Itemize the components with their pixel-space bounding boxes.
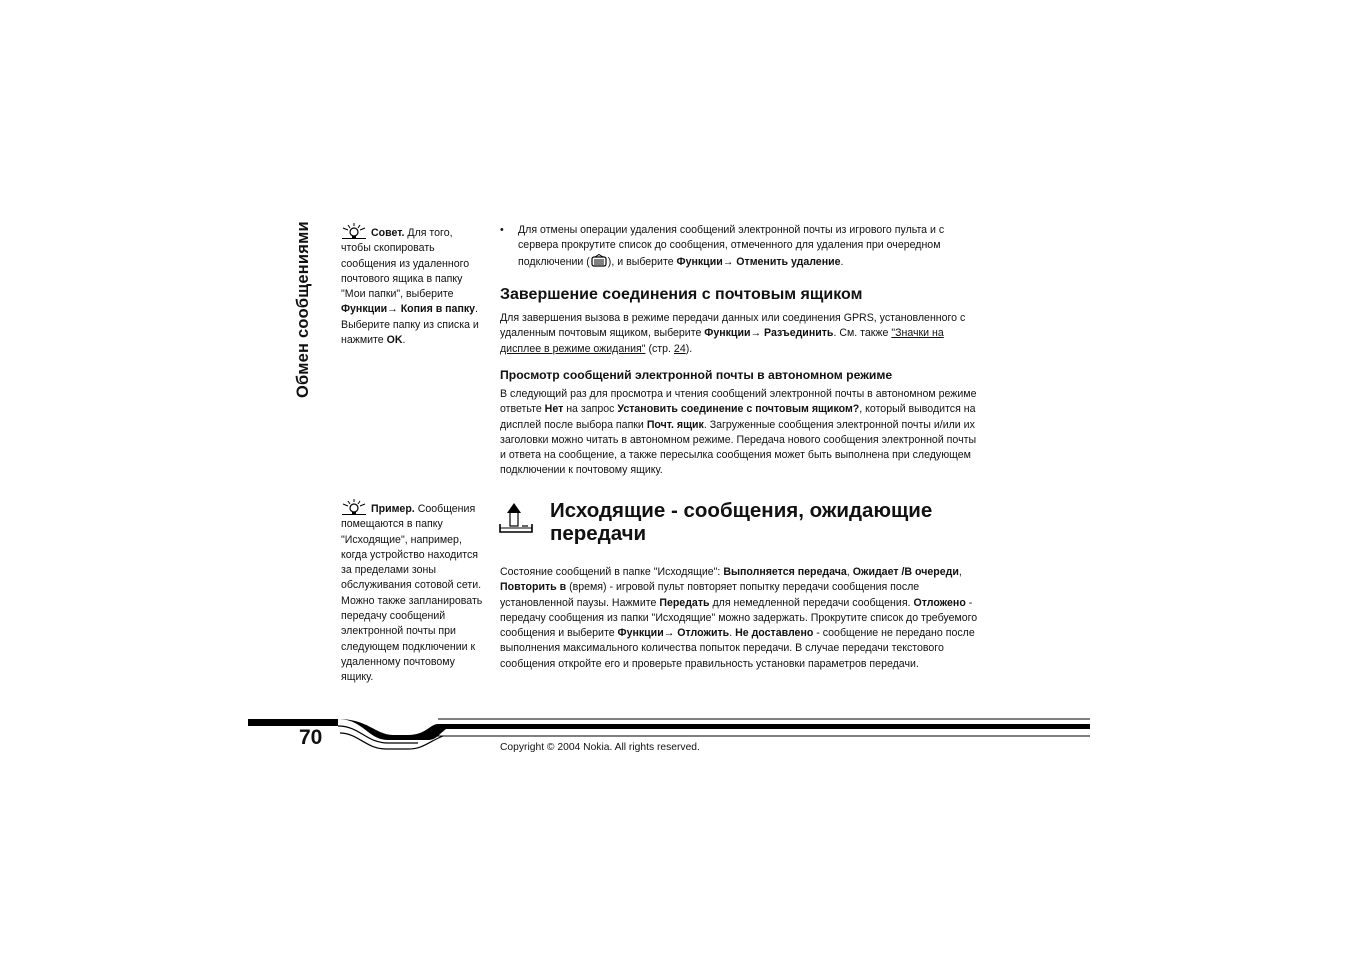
page-number: 70 bbox=[299, 726, 323, 749]
example-note: Пример. Сообщения помещаются в папку "Исходящие", например, когда устройство находится за пределами зоны обслуживания сотовой сети. Можно также запланировать передачу сообщений электронной почты при следующем подключении к удаленному почтовому ящику. bbox=[341, 499, 483, 686]
tip-label: Совет. bbox=[371, 227, 405, 239]
tip-note: Совет. Для того, чтобы скопировать сообщения из удаленного почтового ящика в папку "Мои папки", выберите Функции→ Копия в папку. Выберите папку из списка и нажмите OK. bbox=[341, 223, 483, 348]
section-heading-outbox: Исходящие - сообщения, ожидающие передачи bbox=[550, 499, 933, 545]
example-label: Пример. bbox=[371, 503, 415, 515]
link-page-24[interactable]: 24 bbox=[673, 342, 686, 355]
bullet-item bbox=[500, 223, 980, 270]
link-idle-icons[interactable]: "Значки на дисплее в режиме ожидания" bbox=[500, 327, 944, 355]
copyright: Copyright © 2004 Nokia. All rights reserved. bbox=[500, 742, 700, 753]
bullet-dot: • bbox=[500, 224, 504, 236]
section-body-disconnect: Для завершения вызова в режиме передачи данных или соединения GPRS, установленного с удаленным почтовым ящиком, выберите Функции→ Разъединить. См. также "Значки на дисплее в режиме ожидания" (стр. 24). bbox=[500, 312, 966, 355]
outbox-icon bbox=[498, 500, 534, 534]
section-body-outbox: Состояние сообщений в папке "Исходящие": Выполняется передача, Ожидает /В очереди, Повторить в (время) - игровой пульт повторяет попытку передачи сообщения после установленной паузы. Нажмите Передать для немедленной передачи сообщения. Отложено - передачу сообщения из папки "Исходящие" можно задержать. Прокрутите список до требуемого сообщения и выберите Функции→ Отложить. Не доставлено - сообщение не передано после выполнения максимального количества попыток передачи. В случае передачи текстового сообщения откройте его и проверьте правильность установки параметров передачи. bbox=[500, 566, 978, 670]
section-heading-offline: Просмотр сообщений электронной почты в автономном режиме bbox=[500, 368, 893, 382]
section-body-offline: В следующий раз для просмотра и чтения сообщений электронной почты в автономном режиме ответьте Нет на запрос Установить соединение с почтовым ящиком?, который выводится на дисплей после выбора папки Почт. ящик. Загруженные сообщения электронной почты и/или их заголовки можно читать в автономном режиме. Передача нового сообщения электронной почты и ответа на сообщение, а также пересылка сообщения может быть выполнена при следующем подключении к почтовому ящику. bbox=[500, 388, 977, 477]
lightbulb-icon bbox=[341, 499, 367, 515]
chapter-title: Обмен сообщениями bbox=[294, 221, 312, 398]
bullet-text: Для отмены операции удаления сообщений электронной почты из игрового пульта и с сервера прокрутите список до сообщения, отмеченного для удаления при очередном подключении ( ), и выберите Функции→ Отменить удаление. bbox=[518, 224, 945, 268]
lightbulb-icon bbox=[341, 223, 367, 239]
section-heading-disconnect: Завершение соединения с почтовым ящиком bbox=[500, 286, 863, 303]
email-delete-icon bbox=[590, 254, 608, 268]
